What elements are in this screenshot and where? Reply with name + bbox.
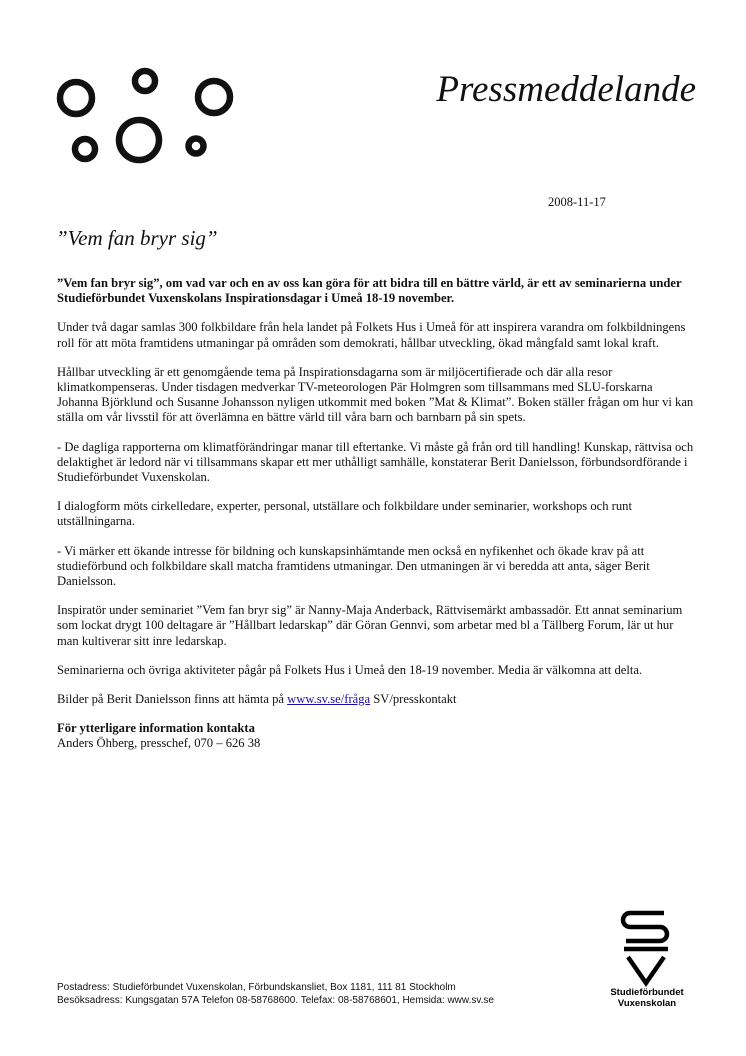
body-paragraph: Inspiratör under seminariet ”Vem fan bryr sig” är Nanny-Maja Anderback, Rättvisemärkt ambassadör. Ett annat seminarium som lockat drygt 100 deltagare är ”Hållbart ledarskap” där Göran Gennvi, som arbetar med bl a Tällberg Forum, lär ut hur man kultiverar sitt inre ledarskap. <box>57 603 683 648</box>
body-paragraph: I dialogform möts cirkelledare, experter, personal, utställare och folkbildare under seminarier, workshops och runt utställningarna. <box>57 499 632 529</box>
lead-paragraph: ”Vem fan bryr sig”, om vad var och en av oss kan göra för att bidra till en bättre värld, är ett av seminarierna under Studieförbundet Vuxenskolans Inspirationsdagar i Umeå 18-19 november. <box>57 276 682 306</box>
photos-text: Bilder på Berit Danielsson finns att hämta på <box>57 692 288 707</box>
sv-logo-name <box>597 988 697 1009</box>
sv-name-line1: Studieförbundet <box>610 987 684 998</box>
photos-suffix: SV/presskontakt <box>370 692 457 707</box>
postal-address: Postadress: Studieförbundet Vuxenskolan, Förbundskansliet, Box 1181, 111 81 Stockholm <box>57 982 456 993</box>
document-date: 2008-11-17 <box>548 195 606 209</box>
sv-logo-s <box>623 913 667 941</box>
body-paragraph: Under två dagar samlas 300 folkbildare från hela landet på Folkets Hus i Umeå för att inspirera varandra om folkbildningens roll för att möta framtidens utmaningar på områden som demokrati, hållbar utveckling, ökad mångfald samt lokal kraft. <box>57 320 686 350</box>
photos-paragraph <box>57 692 697 707</box>
body-paragraph: Hållbar utveckling är ett genomgående tema på Inspirationsdagarna som är miljöcertifierade och där alla resor klimatkompenseras. Under tisdagen medverkar TV-meteorologen Pär Holmgren som tillsammans med SLU-forskarna Johanna Björklund och Susanne Johansson nyligen utkommit med boken ”Mat & Klimat”. Boken ställer frågan om hur vi kan ställa om vår livsstil för att överlämna en bättre värld till våra barn och barnbarn på sin spets. <box>57 364 694 425</box>
body-paragraph: Seminarierna och övriga aktiviteter pågår på Folkets Hus i Umeå den 18-19 november. Media är välkomna att delta. <box>57 662 643 677</box>
logo-circle <box>135 71 155 91</box>
logo-circle <box>119 120 159 160</box>
headline: ”Vem fan bryr sig” <box>56 226 218 250</box>
contact-block <box>57 721 697 751</box>
logo-circle <box>198 81 230 113</box>
sv-logo-icon <box>620 909 672 987</box>
logo-circle <box>60 82 92 114</box>
contact-heading: För ytterligare information kontakta <box>57 721 255 736</box>
contact-line: Anders Öhberg, presschef, 070 – 626 38 <box>57 736 261 751</box>
body-paragraph: - Vi märker ett ökande intresse för bildning och kunskapsinhämtande men också en nyfikenhet och ökade krav på att studieförbund och folkbildare skall matcha framtidens utmaningar. Den utmaningen är vi beredda att anta, säger Berit Danielsson. <box>57 543 650 589</box>
photos-link[interactable]: www.sv.se/fråga <box>287 692 371 707</box>
visiting-address: Besöksadress: Kungsgatan 57A Telefon 08-58768600. Telefax: 08-58768601, Hemsida: www.sv.se <box>57 994 494 1006</box>
sv-name-line2: Vuxenskolan <box>617 997 677 1009</box>
sv-logo-v <box>628 957 664 983</box>
logo-circle <box>189 139 204 154</box>
circles-logo <box>56 66 236 170</box>
body-paragraph: - De dagliga rapporterna om klimatförändringar manar till eftertanke. Vi måste gå från ord till handling! Kunskap, rättvisa och delaktighet är ledord när vi tillsammans skapar ett mer uthålligt samhälle, konstaterar Berit Danielsson, förbundsordförande i Studieförbundet Vuxenskolan. <box>57 439 694 485</box>
document-title: Pressmeddelande <box>436 69 696 110</box>
press-release-body <box>57 276 697 766</box>
logo-circle <box>75 139 95 159</box>
footer-address <box>57 982 494 1007</box>
